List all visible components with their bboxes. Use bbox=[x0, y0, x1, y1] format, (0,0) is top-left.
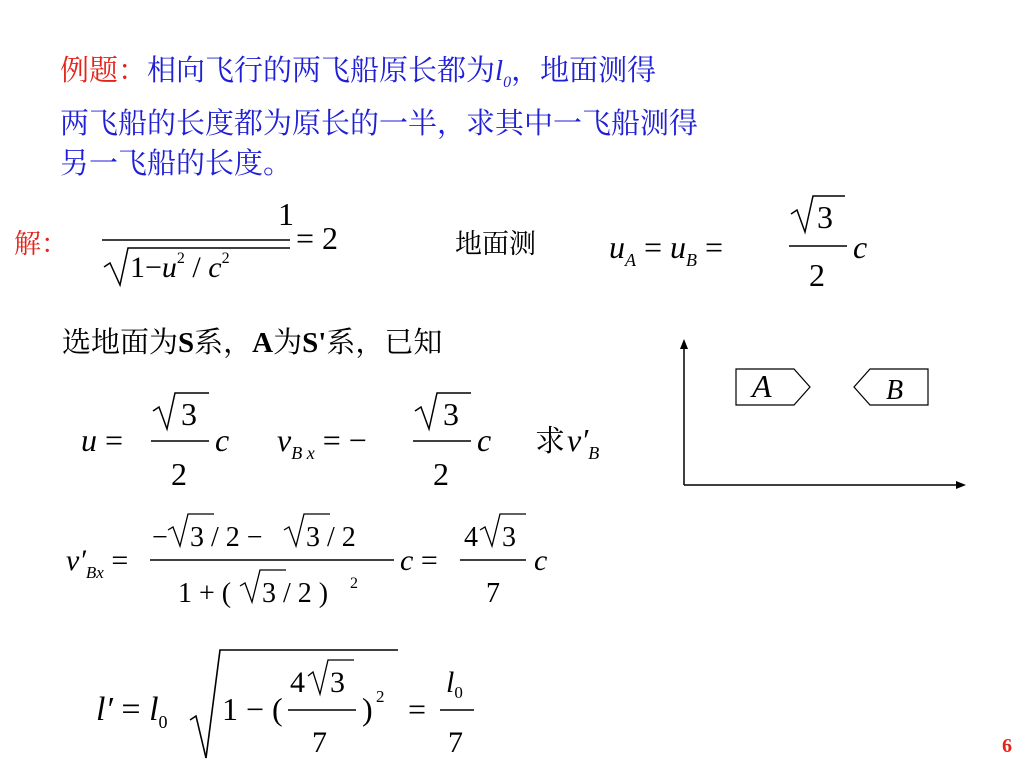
choose-t1: 选地面为 bbox=[62, 325, 179, 359]
svg-text:2: 2 bbox=[376, 687, 385, 706]
svg-text:2: 2 bbox=[433, 456, 449, 492]
svg-text:l0: $l_0$ bbox=[446, 666, 463, 702]
l0-sub: 0 bbox=[503, 73, 512, 91]
find-label: 求 bbox=[535, 424, 565, 459]
svg-text:3 / 2 −: 3 / 2 − bbox=[190, 522, 263, 553]
ship-a-label: A bbox=[752, 368, 772, 404]
problem-text-1a: 相向飞行的两飞船原长都为 bbox=[147, 53, 496, 87]
equation-length bbox=[90, 640, 510, 765]
svg-text:3 / 2 ): 3 / 2 ) bbox=[262, 578, 329, 609]
svg-text:3: 3 bbox=[817, 199, 833, 235]
slide-number: 6 bbox=[1002, 735, 1012, 757]
choose-a: A bbox=[252, 327, 274, 359]
problem-text-1b: ，地面测得 bbox=[511, 53, 657, 87]
choose-t3: 为 bbox=[273, 325, 303, 359]
svg-text:uA = uB =: $u_A = u_B$ = bbox=[609, 229, 724, 270]
problem-line-3: 另一飞船的长度。 bbox=[60, 145, 293, 180]
svg-text:= 2: = 2 bbox=[296, 220, 339, 256]
eq1-numerator: 1 bbox=[278, 196, 294, 232]
svg-text:7: 7 bbox=[486, 578, 500, 609]
svg-text:4: 4 bbox=[290, 666, 305, 699]
svg-text:u =: u = bbox=[81, 422, 124, 458]
svg-text:c: c bbox=[215, 422, 230, 458]
svg-text:l′ = l0: $l' = l_0$ bbox=[96, 691, 168, 732]
svg-text:vB x = −: $v_{B x}$ = − bbox=[277, 422, 367, 463]
svg-text:c: c bbox=[853, 229, 868, 265]
svg-text:): ) bbox=[362, 691, 373, 727]
svg-text:1 − (: 1 − ( bbox=[222, 691, 283, 727]
svg-text:v′B: $v'_B$ bbox=[567, 422, 600, 463]
choose-s: S bbox=[178, 327, 195, 359]
choose-t4: 系，已知 bbox=[326, 325, 443, 359]
svg-text:1−u2 / c2: $1-u^2 / c^2$ bbox=[130, 250, 230, 284]
svg-text:7: 7 bbox=[312, 726, 327, 759]
svg-text:=: = bbox=[408, 691, 427, 727]
equation-ua-ub bbox=[605, 188, 885, 298]
choose-sp: S' bbox=[302, 327, 327, 359]
svg-text:1 + (: 1 + ( bbox=[178, 578, 232, 609]
ground-measure-label: 地面测 bbox=[455, 229, 536, 260]
problem-line-2: 两飞船的长度都为原长的一半，求其中一飞船测得 bbox=[60, 105, 699, 140]
ship-a bbox=[736, 369, 810, 405]
svg-text:c =: c = bbox=[400, 544, 438, 577]
equation-gamma bbox=[90, 185, 370, 295]
svg-text:2: 2 bbox=[809, 257, 825, 293]
svg-text:2: 2 bbox=[171, 456, 187, 492]
svg-text:3 / 2: 3 / 2 bbox=[306, 522, 356, 553]
svg-text:c: c bbox=[477, 422, 492, 458]
svg-text:c: c bbox=[534, 544, 548, 577]
svg-text:−: − bbox=[152, 522, 168, 553]
ship-b-label: B bbox=[886, 375, 904, 406]
svg-text:7: 7 bbox=[448, 726, 463, 759]
ships-diagram bbox=[670, 335, 970, 495]
l0-symbol bbox=[495, 55, 512, 91]
svg-text:v′Bx =: $v'_{Bx}$ = bbox=[66, 544, 129, 582]
equation-velocity-transform bbox=[60, 508, 580, 618]
equation-known-values bbox=[75, 385, 635, 505]
svg-text:3: 3 bbox=[330, 666, 345, 699]
y-axis-arrow-icon bbox=[680, 339, 688, 349]
svg-text:2: 2 bbox=[350, 575, 358, 592]
problem-statement bbox=[60, 50, 698, 183]
l0-l: l bbox=[495, 55, 504, 87]
choose-t2: 系， bbox=[194, 325, 253, 359]
svg-text:3: 3 bbox=[502, 522, 516, 553]
problem-line-1 bbox=[60, 50, 698, 103]
solution-label: 解： bbox=[14, 229, 68, 260]
choose-frame-text bbox=[62, 320, 442, 361]
svg-text:3: 3 bbox=[443, 396, 459, 432]
x-axis-arrow-icon bbox=[956, 481, 966, 489]
example-label: 例题： bbox=[60, 53, 148, 87]
svg-text:3: 3 bbox=[181, 396, 197, 432]
svg-text:4: 4 bbox=[464, 522, 478, 553]
